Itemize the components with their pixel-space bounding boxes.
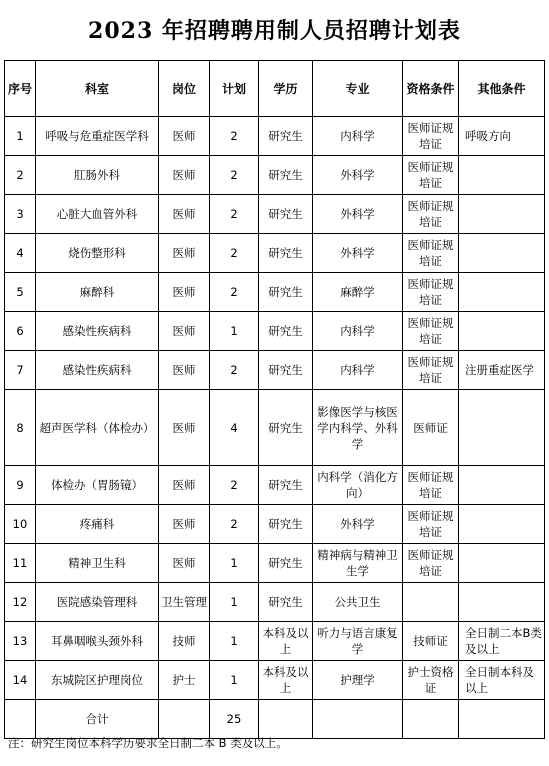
cell-major: 影像医学与核医学内科学、外科学 bbox=[313, 390, 403, 466]
cell-qual bbox=[403, 583, 459, 622]
header-other: 其他条件 bbox=[459, 61, 545, 117]
cell-edu: 研究生 bbox=[259, 505, 313, 544]
cell-no: 10 bbox=[5, 505, 36, 544]
cell-qual: 医师证规培证 bbox=[403, 117, 459, 156]
cell-post: 医师 bbox=[159, 544, 210, 583]
cell-other: 注册重症医学 bbox=[459, 351, 545, 390]
cell-dept: 医院感染管理科 bbox=[36, 583, 159, 622]
cell-other bbox=[459, 195, 545, 234]
cell-plan: 2 bbox=[210, 234, 259, 273]
cell-edu: 研究生 bbox=[259, 312, 313, 351]
cell-post: 医师 bbox=[159, 312, 210, 351]
cell-post: 护士 bbox=[159, 661, 210, 700]
cell-edu: 研究生 bbox=[259, 351, 313, 390]
recruitment-plan-table bbox=[4, 60, 545, 739]
table-body bbox=[5, 117, 545, 700]
header-no: 序号 bbox=[5, 61, 36, 117]
cell-dept: 肛肠外科 bbox=[36, 156, 159, 195]
cell-qual: 医师证规培证 bbox=[403, 273, 459, 312]
cell-post: 医师 bbox=[159, 195, 210, 234]
cell-plan: 2 bbox=[210, 273, 259, 312]
table-row bbox=[5, 195, 545, 234]
cell-qual: 医师证规培证 bbox=[403, 195, 459, 234]
cell-major: 内科学 bbox=[313, 351, 403, 390]
header-plan: 计划 bbox=[210, 61, 259, 117]
cell-no: 5 bbox=[5, 273, 36, 312]
cell-major: 外科学 bbox=[313, 195, 403, 234]
cell-qual: 技师证 bbox=[403, 622, 459, 661]
table-row bbox=[5, 351, 545, 390]
cell-no: 6 bbox=[5, 312, 36, 351]
cell-other bbox=[459, 583, 545, 622]
table-row bbox=[5, 312, 545, 351]
cell-dept: 感染性疾病科 bbox=[36, 351, 159, 390]
cell-qual: 医师证规培证 bbox=[403, 156, 459, 195]
cell-dept: 精神卫生科 bbox=[36, 544, 159, 583]
cell-post: 医师 bbox=[159, 466, 210, 505]
cell-edu: 研究生 bbox=[259, 466, 313, 505]
cell-no: 1 bbox=[5, 117, 36, 156]
table-row bbox=[5, 622, 545, 661]
cell-qual: 医师证规培证 bbox=[403, 351, 459, 390]
cell-no: 13 bbox=[5, 622, 36, 661]
cell-other: 全日制二本B类及以上 bbox=[459, 622, 545, 661]
cell-post: 医师 bbox=[159, 351, 210, 390]
cell-dept: 呼吸与危重症医学科 bbox=[36, 117, 159, 156]
cell-plan: 2 bbox=[210, 505, 259, 544]
cell-edu: 本科及以上 bbox=[259, 661, 313, 700]
cell-dept: 东城院区护理岗位 bbox=[36, 661, 159, 700]
cell-qual: 医师证 bbox=[403, 390, 459, 466]
cell-other bbox=[459, 273, 545, 312]
cell-plan: 4 bbox=[210, 390, 259, 466]
cell-dept: 感染性疾病科 bbox=[36, 312, 159, 351]
cell-post: 医师 bbox=[159, 117, 210, 156]
table-row bbox=[5, 466, 545, 505]
cell-major: 精神病与精神卫生学 bbox=[313, 544, 403, 583]
cell-major: 内科学 bbox=[313, 117, 403, 156]
cell-major: 外科学 bbox=[313, 234, 403, 273]
cell-edu: 研究生 bbox=[259, 117, 313, 156]
table-row bbox=[5, 390, 545, 466]
cell-no: 11 bbox=[5, 544, 36, 583]
table-row bbox=[5, 544, 545, 583]
cell-dept: 心脏大血管外科 bbox=[36, 195, 159, 234]
cell-qual: 护士资格证 bbox=[403, 661, 459, 700]
cell-no: 14 bbox=[5, 661, 36, 700]
cell-no: 8 bbox=[5, 390, 36, 466]
cell-post: 卫生管理 bbox=[159, 583, 210, 622]
footnote: 注：研究生岗位本科学历要求全日制二本 B 类及以上。 bbox=[8, 736, 288, 750]
total-label: 合计 bbox=[36, 700, 159, 739]
cell-post: 医师 bbox=[159, 505, 210, 544]
header-row bbox=[5, 61, 545, 117]
cell-other: 全日制本科及以上 bbox=[459, 661, 545, 700]
cell-major: 麻醉学 bbox=[313, 273, 403, 312]
cell-plan: 2 bbox=[210, 195, 259, 234]
total-value: 25 bbox=[210, 700, 259, 739]
cell-dept: 耳鼻咽喉头颈外科 bbox=[36, 622, 159, 661]
cell-edu: 研究生 bbox=[259, 544, 313, 583]
cell-edu: 研究生 bbox=[259, 195, 313, 234]
header-post: 岗位 bbox=[159, 61, 210, 117]
cell-dept: 疼痛科 bbox=[36, 505, 159, 544]
cell-plan: 2 bbox=[210, 156, 259, 195]
cell-major: 内科学 bbox=[313, 312, 403, 351]
cell-major: 内科学（消化方向） bbox=[313, 466, 403, 505]
cell-other bbox=[459, 466, 545, 505]
cell-major: 外科学 bbox=[313, 156, 403, 195]
cell-dept: 体检办（胃肠镜） bbox=[36, 466, 159, 505]
cell-other bbox=[459, 156, 545, 195]
cell-plan: 1 bbox=[210, 622, 259, 661]
cell-edu: 研究生 bbox=[259, 156, 313, 195]
cell-edu: 研究生 bbox=[259, 234, 313, 273]
cell-qual: 医师证规培证 bbox=[403, 505, 459, 544]
cell-no: 12 bbox=[5, 583, 36, 622]
cell-other bbox=[459, 234, 545, 273]
page-title: 2023 年招聘聘用制人员招聘计划表 bbox=[88, 18, 461, 44]
cell-no: 9 bbox=[5, 466, 36, 505]
cell-dept: 麻醉科 bbox=[36, 273, 159, 312]
cell-no: 4 bbox=[5, 234, 36, 273]
cell-post: 医师 bbox=[159, 156, 210, 195]
cell-edu: 研究生 bbox=[259, 583, 313, 622]
cell-edu: 研究生 bbox=[259, 390, 313, 466]
table-row bbox=[5, 156, 545, 195]
total-row bbox=[5, 700, 545, 739]
table-row bbox=[5, 234, 545, 273]
cell-qual: 医师证规培证 bbox=[403, 466, 459, 505]
cell-plan: 1 bbox=[210, 661, 259, 700]
header-major: 专业 bbox=[313, 61, 403, 117]
cell-no: 2 bbox=[5, 156, 36, 195]
cell-post: 医师 bbox=[159, 273, 210, 312]
cell-qual: 医师证规培证 bbox=[403, 234, 459, 273]
cell-qual: 医师证规培证 bbox=[403, 312, 459, 351]
cell-no: 7 bbox=[5, 351, 36, 390]
header-qual: 资格条件 bbox=[403, 61, 459, 117]
cell-plan: 2 bbox=[210, 351, 259, 390]
cell-plan: 1 bbox=[210, 312, 259, 351]
cell-edu: 研究生 bbox=[259, 273, 313, 312]
cell-plan: 2 bbox=[210, 466, 259, 505]
cell-dept: 烧伤整形科 bbox=[36, 234, 159, 273]
cell-dept: 超声医学科（体检办） bbox=[36, 390, 159, 466]
cell-major: 公共卫生 bbox=[313, 583, 403, 622]
header-edu: 学历 bbox=[259, 61, 313, 117]
cell-other bbox=[459, 505, 545, 544]
cell-plan: 1 bbox=[210, 544, 259, 583]
cell-post: 技师 bbox=[159, 622, 210, 661]
cell-plan: 2 bbox=[210, 117, 259, 156]
cell-post: 医师 bbox=[159, 234, 210, 273]
cell-major: 护理学 bbox=[313, 661, 403, 700]
table-row bbox=[5, 273, 545, 312]
cell-other bbox=[459, 544, 545, 583]
table-row bbox=[5, 505, 545, 544]
cell-post: 医师 bbox=[159, 390, 210, 466]
header-dept: 科室 bbox=[36, 61, 159, 117]
cell-plan: 1 bbox=[210, 583, 259, 622]
cell-major: 听力与语言康复学 bbox=[313, 622, 403, 661]
cell-other bbox=[459, 312, 545, 351]
cell-edu: 本科及以上 bbox=[259, 622, 313, 661]
cell-other: 呼吸方向 bbox=[459, 117, 545, 156]
cell-other bbox=[459, 390, 545, 466]
cell-qual: 医师证规培证 bbox=[403, 544, 459, 583]
table-row bbox=[5, 583, 545, 622]
table-row bbox=[5, 117, 545, 156]
cell-major: 外科学 bbox=[313, 505, 403, 544]
cell-no: 3 bbox=[5, 195, 36, 234]
table-row bbox=[5, 661, 545, 700]
